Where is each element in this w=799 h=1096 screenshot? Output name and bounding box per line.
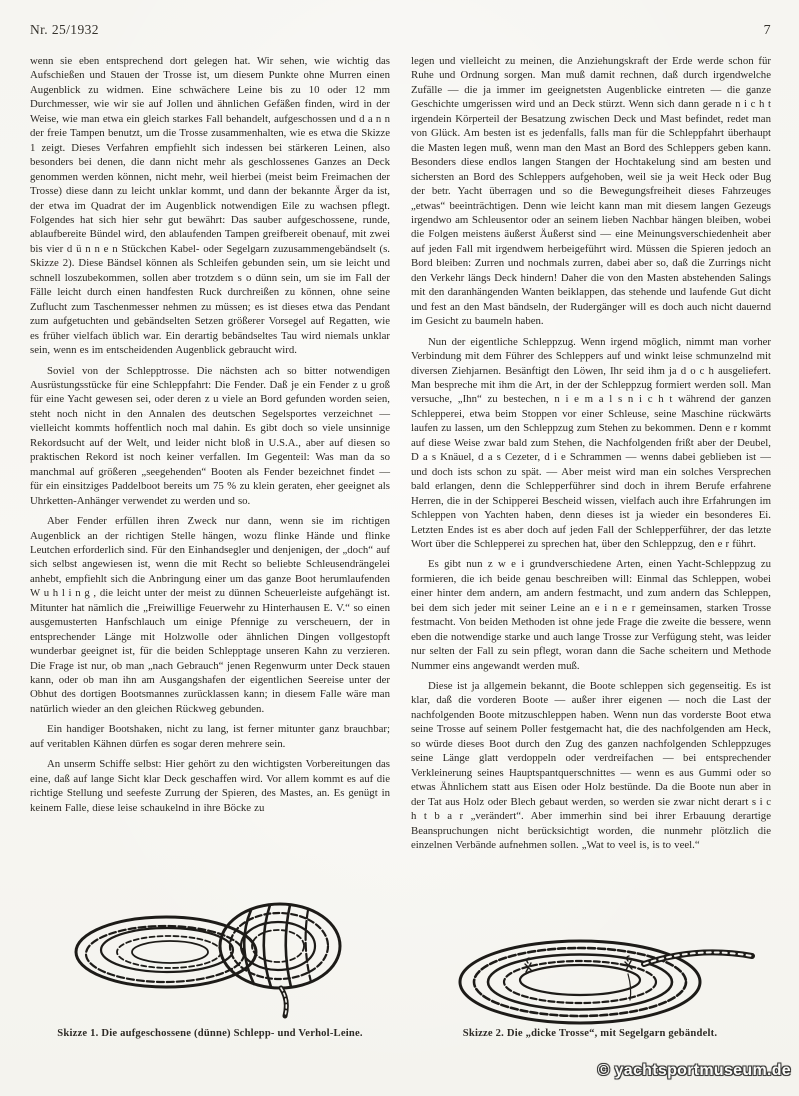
issue-number: Nr. 25/1932 bbox=[30, 22, 99, 37]
right-column bbox=[411, 54, 771, 914]
paragraph: Soviel von der Schlepptrosse. Die nächsten ach so bitter notwendigen Ausrüstungsstücke für eine Schleppfahrt: Die Fender. Daß je ein Fender z u groß für eine Yacht gewesen sei, oder deren z u viele an Bord gefunden worden seien, steht noch nicht in den Annalen des deutschen Segelsportes verzeichnet — vielleicht kommts hoffentlich noch mal dahin. Es gibt doch so viele unsinnige Rekordsucht auf der Welt, und leider nicht bloß in U.S.A., aber auf diesen so praktischen Rekord ist noch keiner verfallen. Im Gegenteil: Was man da so manchmal auf größeren „seegehenden“ Booten als Fender bezeichnet findet — für ein einsitziges Paddelboot bereits um 75 % zu klein geraten, eher geeignet als Uhrketten-Anhänger verwendet zu werden und so. bbox=[30, 364, 390, 507]
paragraph: legen und vielleicht zu meinen, die Anziehungskraft der Erde werde schon für Ruhe und Ordnung sorgen. Man muß damit rechnen, daß durch irgendwelche Zufälle — die ja immer im geeignetsten Augenblicke eintreten — die ganze Geschichte umgerissen wird und an Deck stürzt. Wenn sich dann gerade n i c h t irgendein Körperteil der Besatzung zwischen Deck und Mast befindet, redet man von Glück. Am besten ist es jedenfalls, falls man für die Schleppfahrt überhaupt die Masten legen muß, wenn man den Mast an Bord des Schleppers geben kann. Besonders diese endlos langen Stangen der Hochtakelung sind am besten und sichersten an Bord des Schleppers aufgehoben, weil sie ja weit Heck oder Bug der betr. Yacht überragen und so die Bewegungsfreiheit dieses Fahrzeuges „etwas“ beeinträchtigen. Denn wie leicht kann man mit diesem langen Gezeugs irgendwo am Schleusentor oder an seinem lieben Nachbar hängen bleiben, wobei die Folgen meistens äußerst Äußerst sind — eine Meinungsverschiedenheit aber auf jeden Fall mit irgendwem herbeigeführt wird. Müssen die Spieren jedoch an Bord bleiben: Zurren und nochmals zurren, dabei aber so, daß die Zurrings nicht den Verkehr längs Deck hindern! Daher die von den Masten abstehenden Salings mit den daranhängenden Wanten beiklappen, das stehende und laufende Gut dicht und fest an den Mast bändseln, der Rudergänger will es doch auch nicht dauernd im Gesicht zu baumeln haben. bbox=[411, 55, 771, 328]
rope-coil-illustration-skizze1 bbox=[48, 902, 383, 1020]
figure-caption-skizze2: Skizze 2. Die „dicke Trosse“, mit Segelgarn gebändelt. bbox=[462, 1028, 718, 1039]
running-head bbox=[30, 22, 771, 42]
coiled-line-drawing bbox=[48, 902, 383, 1020]
left-column bbox=[30, 54, 390, 914]
text-columns bbox=[30, 54, 771, 914]
paragraph: Ein handiger Bootshaken, nicht zu lang, ist ferner mitunter ganz brauchbar; auf veritablen Kähnen dürfen es sogar deren mehrere sein. bbox=[30, 723, 390, 750]
paragraph: wenn sie eben entsprechend dort gelegen hat. Wir sehen, wie wichtig das Aufschießen und Stauen der Trosse ist, um diesem Punkte ohne Murren einen Augenblick zu widmen. Eine schwächere Leine bis zu 10 oder 12 mm Durchmesser, wie wir sie auf Jollen und ähnlichen Gefäßen finden, wird in der Weise, wie man etwa ein gleich starkes Fall behandelt, aufgeschossen und d a n n der freie Tampen benutzt, um die Trosse zusammenhalten, wie es etwa die Skizze 1 zeigt. Dieses Verfahren empfiehlt sich indessen bei stärkeren Leinen, also besonders bei denen, die dann nicht mehr als geschlossenes Ganzes an Deck genommen werden können, nicht mehr, weil hierbei (meist beim Freimachen der Trosse) diese dann zu leicht unklar kommt, und dann der bekannte Ärger da ist, der etwa im Quadrat der im Augenblick notwendigen Eile zu wachsen pflegt. Folgendes hat sich hier sehr gut bewährt: Das sauber aufgeschossene, runde, ablaufbereite Bündel wird, den ablaufenden Tampen greifbereit obenauf, mit zwei bis vier d ü n n e n Stückchen Kabel- oder Segelgarn zuzusammengebändselt (s. Skizze 2). Diese Bändsel können als Schleifen gebunden sein, um sie leicht und schnell loszubekommen, sollen aber trotzdem s o dünn sein, um sie im Fall der Fälle leicht durch einen handfesten Ruck durchreißen zu können, ohne seine Zuflucht zum Taschenmesser nehmen zu müssen; es ist dieses etwa das Pendant zum aufgetuchten und gebändselten Setzen größerer Vorsegel auf Regatten, wie es früher vielfach üblich war. Ein derartig bebändseltes Tau wird niemals unklar sein, wenn es im entscheidenden Augenblick gebraucht wird. bbox=[30, 55, 390, 357]
figure-caption-skizze1: Skizze 1. Die aufgeschossene (dünne) Schlepp- und Verhol-Leine. bbox=[57, 1028, 363, 1039]
paragraph: An unserm Schiffe selbst: Hier gehört zu den wichtigsten Vorbereitungen das eine, daß auf lange Sicht klar Deck geschaffen wird. Vor allem kommt es auf die richtige Stellung und seefeste Zurrung der Spieren, des Mastes, an. Es genügt in keinem Falle, diese leise schaukelnd in ihre Böcke zu bbox=[30, 758, 390, 814]
paragraph: Nun der eigentliche Schleppzug. Wenn irgend möglich, nimmt man vorher Verbindung mit dem Führer des Schleppers auf und winkt leise schmunzelnd mit diversen Ziehjarnen. Besänftigt den Löwen, Ihr seid ihm ja d o c h ausgeliefert. Man bespreche mit ihm die Art, in der der Schleppzug formiert werden soll. Man versuche, „Ihn“ zu bestechen, n i e m a l s n i c h t während der ganzen Schlepperei, etwa beim Stoppen vor einer Schleuse, seine Maschine rückwärts laufen zu lassen, um den Schleppzug zum Stehen zu bekommen. Denn e r kommt auf diese Weise zwar bald zum Stehen, die Nachfolgenden frißt aber der Deubel, D a s Knäuel, d a s Cezeter, d i e Schrammen — wenns dabei geblieben ist — und doch ists schon zu spät. — Aber meist wird man ein solches Versprechen bald erlangen, denn die Schlepperführer sind doch in ihrem Berufe erfahrene Herren, die in der Schipperei Bescheid wissen, vielfach auch ihre Erfahrungen im Schleppen von Yachten haben, denn dieses ist ja wieder ein besonderes Ei. Letzten Endes ist es aber doch auf jeden Fall der Schlepperführer, der das letzte Wort über die Schlepperei zu sprechen hat, über den Schleppzug, den e r führt. bbox=[411, 335, 771, 550]
paragraph: Aber Fender erfüllen ihren Zweck nur dann, wenn sie im richtigen Augenblick an der richtigen Stelle hängen, wozu flinke Hände und flinke Leutchen erforderlich sind. Für den Einhandsegler und denjenigen, der „doch“ auf sich selbst angewiesen ist, wenn die mit Recht so beliebte Schleusendrängelei anhebt, empfiehlt sich die Anbringung einer um das ganze Boot herumlaufenden W u h l i n g , die leicht unter der meist zu dünnen Scheuerleiste aufgehängt ist. Mitunter hat nämlich die „Freiwillige Feuerwehr zu Hinterhausen E. V.“ so einen ausgemusterten Hanfschlauch um einige Pfennige zu verscheuern, der in entsprechender Länge mit Holzwolle oder ähnlichen Dingen vollgestopft wunderbar geeignet ist, für die beiden Schlepptage unseren Kahn zu verzieren. Die Frage ist nur, ob man „nach Gebrauch“ jenen Regenwurm unter Deck stauen kann, oder ob man ihn am Ausgangshafen der eigentlichen Seereise unter der Obhut des dortigen Bootsmannes zurücklassen kann; in diesem Falle wäre man natürlich wieder an den gleichen Rückweg gebunden. bbox=[30, 515, 390, 715]
paragraph: Es gibt nun z w e i grundverschiedene Arten, einen Yacht-Schleppzug zu formieren, die ich beide genau beschreiben will: Einmal das Schleppen, wobei einer hinter dem andern, am andern festmacht, und zum andern das Schleppen, bei dem sich jeder mit seiner Leine an e i n e r gemeinsamen, starken Trosse festmacht. Von beiden Methoden ist ohne jede Frage die zweite die bessere, wenn eben die notwendige starke und auch lange Trosse zur Verfügung steht, was leider nur selten der Fall zu sein pflegt, woran dann die Sache scheitern und Methode Nummer eins angewandt werden muß. bbox=[411, 558, 771, 672]
paragraph: Diese ist ja allgemein bekannt, die Boote schleppen sich gegenseitig. Es ist klar, daß die vorderen Boote — außer ihrer eigenen — noch die Last der nachfolgenden Boote mitzuschleppen haben. Wenn nun das vorderste Boot etwa seine Trosse auf seinem Poller festgemacht hat, die des nachfolgenden am Heck, so würde dieses Boot durch den Zug des ganzen nachfolgenden Schleppzuges seine Länge glatt verdoppeln oder verdreifachen — bei entsprechender Verkleinerung seines Hauptspantquerschnittes — wenn es aus Gummi oder so etwas Ähnlichem statt aus Eisen oder Holz bestünde. Da die Boote nun aber in der Tat aus Holz oder Blech gebaut werden, so werden sie zwar nicht derart s i c h t b a r „verändert“. Aber immerhin sind bei ihrer Erbauung derartige Beanspruchungen nicht berücksichtigt worden, die nunmehr plötzlich die einzelnen Verbände aufnehmen sollen. „Wat to veel is, is to veel.“ bbox=[411, 680, 771, 852]
rope-coil-illustration-skizze2 bbox=[428, 934, 768, 1026]
hawser-coil-drawing bbox=[428, 934, 768, 1026]
page-number: 7 bbox=[763, 23, 771, 38]
watermark-text: © yachtsportmuseum.de bbox=[597, 1062, 791, 1079]
